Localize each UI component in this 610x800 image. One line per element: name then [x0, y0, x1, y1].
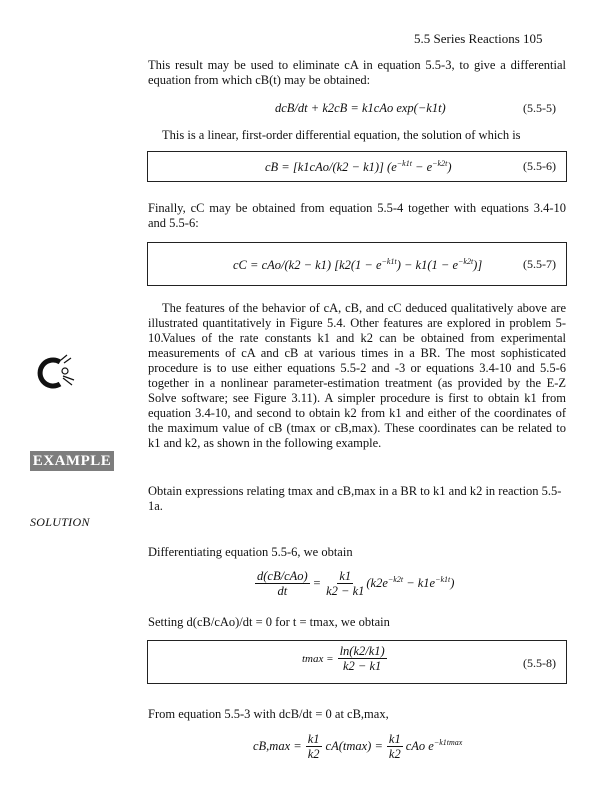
paragraph-linear-ode: This is a linear, first-order differential equation, the solution of which is	[162, 128, 521, 142]
equation-number-5-5-6: (5.5-6)	[523, 159, 556, 173]
running-header: 5.5 Series Reactions 105	[414, 31, 543, 46]
equation-5-5-5: dcB/dt + k2cB = k1cAo exp(−k1t)	[275, 101, 446, 115]
equation-5-5-7: cC = cAo/(k2 − k1) $[k2(1 - e^{-k1t}) - k1(1 - e^{-k2t})]$	[233, 257, 483, 273]
example-statement: Obtain expressions relating tmax and cB,max in a BR to k1 and k2 in reaction 5.5-1a.	[148, 484, 562, 513]
software-c-icon	[34, 354, 78, 392]
equation-number-5-5-7: (5.5-7)	[523, 257, 556, 271]
paragraph-intro: This result may be used to eliminate cA in equation 5.5-3, to give a differential equation from which cB(t) may be obtained:	[148, 58, 566, 87]
solution-step-differentiate: Differentiating equation 5.5-6, we obtain	[148, 545, 353, 559]
paragraph-rate-constants: Values of the rate constants k1 and k2 can be obtained from experimental measurements of cA and cB at various times in a BR. The most sophisticated procedure is to use either equations 5.5-2 and -3 or equations 3.4-10 and 5.5-6 together in a nonlinear parameter-estimation treatment (as provided by the E-Z Solve software; see Figure 3.11). A simpler procedure is first to obtain k1 from equation 3.4-10, and second to obtain k2 from k1 and either of the coordinates of the maximum value of cB (tmax or cB,max). These coordinates can be related to k1 and k2, as shown in the following example.	[148, 331, 566, 450]
paragraph-features: The features of the behavior of cA, cB, and cC deduced qualitatively above are illustrated quantitatively in Figure 5.4. Other features are explored in problem 5-10.	[148, 301, 566, 345]
solution-step-setting: Setting d(cB/cAo)/dt = 0 for t = tmax, we obtain	[148, 615, 390, 629]
equation-5-5-6: cB = [k1cAo/(k2 − k1)] $(e^{-k1t} - e^{-k2t})$	[265, 159, 452, 175]
solution-step-from-equation: From equation 5.5-3 with dcB/dt = 0 at cB,max,	[148, 707, 389, 721]
equation-derivative: $\frac{\text{d(cB/cAo)}}{dt}$ = $\frac{k1}{k2 - k1}$ $(k2e^{-k2t} - k1e^{-k1t})$	[257, 569, 455, 598]
example-badge: EXAMPLE 5-7	[30, 451, 114, 471]
equation-number-5-5-5: (5.5-5)	[523, 101, 556, 115]
solution-label: SOLUTION	[30, 515, 90, 529]
equation-cb-max: cB,max = $\frac{k1}{k2}$ cA(tmax) = $\frac{k1}{k2}$ cAo $e^{-k1tmax}$	[253, 732, 463, 761]
paragraph-finally: Finally, cC may be obtained from equation 5.5-4 together with equations 3.4-10 and 5.5-6:	[148, 201, 566, 230]
equation-number-5-5-8: (5.5-8)	[523, 656, 556, 670]
equation-5-5-8: tmax = $\frac{\ln(k2/k1)}{k2 - k1}$	[302, 644, 385, 673]
